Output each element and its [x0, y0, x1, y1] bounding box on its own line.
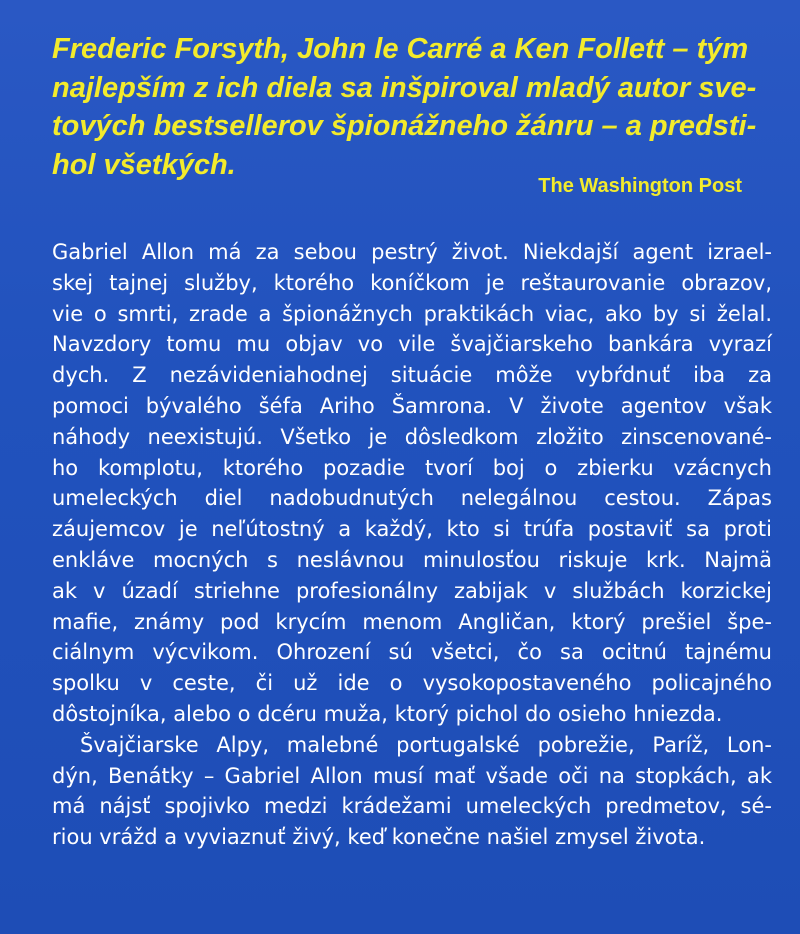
- blurb-line: spolku v ceste, či už ide o vysokopostaveného policajného: [52, 671, 772, 696]
- blurb-line: umeleckých diel nadobudnutých nelegálnou cestou. Zápas: [52, 486, 772, 511]
- blurb-line: vie o smrti, zrade a špionážnych praktikách viac, ako by si želal.: [52, 301, 772, 326]
- quote-source: The Washington Post: [538, 175, 742, 197]
- blurb-line: riou vrážd a vyviaznuť živý, keď konečne našiel zmysel života.: [52, 825, 706, 850]
- quote-line: tových bestsellerov špionážneho žánru – a predsti-: [52, 110, 757, 142]
- book-blurb: [52, 237, 772, 853]
- quote-line: najlepším z ich diela sa inšpiroval mladý autor sve-: [52, 71, 757, 104]
- blurb-line: ak v úzadí striehne profesionálny zabijak v službách korzickej: [52, 578, 772, 603]
- blurb-line: náhody neexistujú. Všetko je dôsledkom zložito zinscenované-: [52, 424, 772, 449]
- quote-line: Frederic Forsyth, John le Carré a Ken Follett – tým: [52, 33, 749, 65]
- quote-line: hol všetkých.: [52, 148, 236, 181]
- blurb-line: ho komplotu, ktorého pozadie tvorí boj o zbierku vzácnych: [52, 455, 772, 480]
- review-quote: [52, 30, 772, 184]
- blurb-line: dôstojníka, alebo o dcéru muža, ktorý pichol do osieho hniezda.: [52, 701, 723, 726]
- blurb-line: Gabriel Allon má za sebou pestrý život. Niekdajší agent izrael-: [52, 240, 772, 264]
- blurb-line: skej tajnej služby, ktorého koníčkom je reštaurovanie obrazov,: [52, 270, 772, 295]
- blurb-line: Navzdory tomu mu objav vo vile švajčiarskeho bankára vyrazí: [52, 332, 772, 357]
- blurb-line: mafie, známy pod krycím menom Angličan, ktorý prešiel špe-: [52, 609, 772, 634]
- blurb-line: Švajčiarske Alpy, malebné portugalské pobrežie, Paríž, Lon-: [80, 732, 772, 757]
- blurb-line: dýn, Benátky – Gabriel Allon musí mať všade oči na stopkách, ak: [52, 763, 772, 788]
- blurb-line: má nájsť spojivko medzi krádežami umeleckých predmetov, sé-: [52, 794, 772, 819]
- blurb-line: ciálnym výcvikom. Ohrození sú všetci, čo sa ocitnú tajnému: [52, 640, 772, 665]
- blurb-line: enkláve mocných s neslávnou minulosťou riskuje krk. Najmä: [52, 547, 772, 572]
- blurb-line: záujemcov je neľútostný a každý, kto si trúfa postaviť sa proti: [52, 517, 772, 542]
- blurb-line: pomoci bývalého šéfa Ariho Šamrona. V živote agentov však: [52, 393, 772, 418]
- blurb-line: dych. Z nezávideniahodnej situácie môže vybŕdnuť iba za: [52, 363, 772, 388]
